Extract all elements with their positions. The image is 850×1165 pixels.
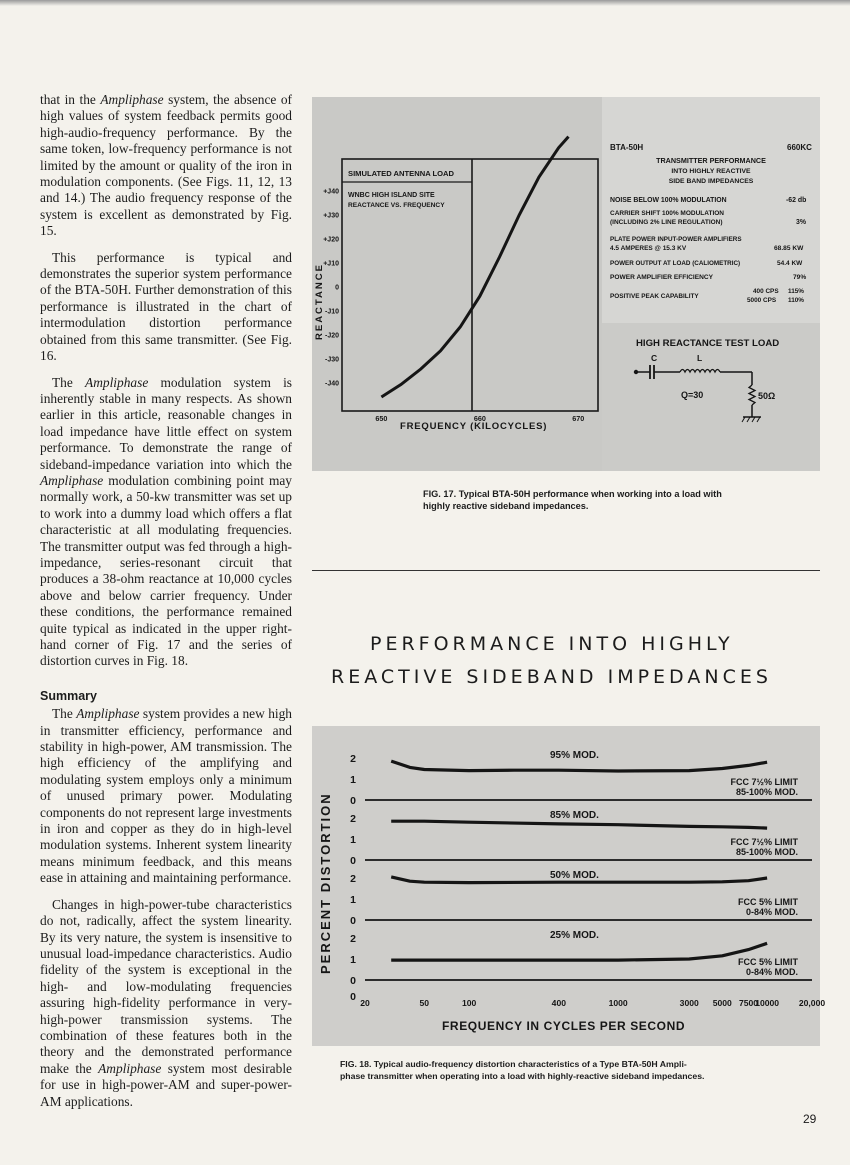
fig18-limit-range: 0-84% MOD. <box>745 907 798 917</box>
fig18-limit-label: FCC 7½% LIMIT <box>730 837 798 847</box>
fig18-ytick: 0 <box>350 855 356 867</box>
spec-noise-value: -62 db <box>786 197 807 204</box>
fig17-ticks <box>323 189 584 424</box>
fig18-xtick: 20,000 <box>798 998 826 1008</box>
spec-shift-1: CARRIER SHIFT 100% MODULATION <box>610 210 724 217</box>
paragraph-4: The Ampliphase system provides a new high in transmitter efficiency, performance and stability in high-power, AM transmission. The high efficiency of the amplifying and modulating system employs only a minimum of unused primary power. Modulating components do not represent large investments in iron and copper as they do in high-level modulation systems. Inherent system linearity means minimum feedback, and this means ease in attaining and maintaining performance. <box>40 706 292 886</box>
fig18-limit-label: FCC 7½% LIMIT <box>730 777 798 787</box>
fig17-xtick: 660 <box>473 414 486 423</box>
fig18-svg <box>312 726 826 1046</box>
spec-peak-b-value: 110% <box>788 297 804 304</box>
fig18-curve <box>391 761 767 771</box>
fig18-ytick: 0 <box>350 795 356 807</box>
fig18-ytick: 1 <box>350 774 356 786</box>
summary-heading: Summary <box>40 688 97 703</box>
paragraph-3: The Ampliphase modulation system is inherently stable in many respects. As shown earlier in this article, reasonable changes in load impedance have little effect on system performance. To demonstrate the range of sideband-impedance variation into which the Ampliphase modulation combining point may normally work, a 50-kw transmitter was set up to work into a dummy load which offers a flat characteristic at all modulating frequencies. The transmitter output was fed through a high-impedance, series-resonant circuit that produces a 38-ohm reactance at 10,000 cycles above and below carrier frequency. Under these conditions, the performance remained quite typical as indicated in the upper right-hand corner of Fig. 17 and the series of distortion curves in Fig. 18. <box>40 374 293 669</box>
fig17-xlabel: FREQUENCY (KILOCYCLES) <box>400 421 548 432</box>
fig17-ytick: -J30 <box>324 356 339 364</box>
section-heading-1: PERFORMANCE INTO HIGHLY <box>370 633 734 655</box>
fig18-caption <box>340 1059 810 1082</box>
fig17-ytick: 0 <box>335 284 339 292</box>
fig18-xtick: 400 <box>551 998 567 1008</box>
fig18-xtick: 7500 <box>738 998 759 1008</box>
fig18-xtick: 3000 <box>679 998 699 1008</box>
fig18-ytick-zero: 0 <box>350 991 356 1003</box>
spec-heading-1: TRANSMITTER PERFORMANCE <box>656 156 766 165</box>
body-text-column <box>40 92 292 1120</box>
spec-efficiency: POWER AMPLIFIER EFFICIENCY <box>610 274 714 281</box>
spec-heading-2: INTO HIGHLY REACTIVE <box>671 168 751 175</box>
figure-17 <box>312 97 820 471</box>
fig18-panel <box>350 930 812 987</box>
spec-peak-b: 5000 CPS <box>747 297 777 304</box>
fig17-caption: FIG. 17. Typical BTA-50H performance when working into a load with highly reactive sideband impedances. <box>423 489 722 511</box>
spec-peak-a: 400 CPS <box>753 288 779 295</box>
fig18-xtick: 50 <box>419 998 430 1008</box>
fig17-title-2: WNBC HIGH ISLAND SITE <box>348 192 435 199</box>
fig18-xlabel: FREQUENCY IN CYCLES PER SECOND <box>442 1019 686 1033</box>
spec-plate-2: 4.5 AMPERES @ 15.3 KV <box>610 245 687 252</box>
fig18-panel <box>350 750 812 807</box>
fig18-ytick: 0 <box>350 975 356 987</box>
fig17-ytick: +J30 <box>323 212 339 220</box>
fig18-ytick: 0 <box>350 915 356 927</box>
fig18-ylabel: PERCENT DISTORTION <box>318 792 333 974</box>
fig18-xtick: 100 <box>461 998 477 1008</box>
spec-model: BTA-50H <box>610 143 644 152</box>
spec-shift-2: (INCLUDING 2% LINE REGULATION) <box>610 219 723 226</box>
fig18-limit-range: 85-100% MOD. <box>735 847 798 857</box>
fig18-limit-label: FCC 5% LIMIT <box>738 897 798 907</box>
fig17-title-box <box>342 169 472 209</box>
fig18-mod-label: 50% MOD. <box>550 870 599 881</box>
spec-output: POWER OUTPUT AT LOAD (CALIOMETRIC) <box>610 260 741 267</box>
fig18-mod-label: 95% MOD. <box>550 750 599 761</box>
fig17-xtick: 650 <box>375 414 388 423</box>
fig17-ytick: +J10 <box>323 260 339 268</box>
spec-freq: 660KC <box>787 143 812 152</box>
spec-noise: NOISE BELOW 100% MODULATION <box>610 197 727 204</box>
fig18-ytick: 2 <box>350 813 356 825</box>
top-edge <box>0 0 850 6</box>
section-heading-2: REACTIVE SIDEBAND IMPEDANCES <box>331 666 772 688</box>
fig18-panels <box>350 750 812 1003</box>
spec-peak-a-value: 115% <box>788 288 804 295</box>
fig18-panel <box>350 870 812 927</box>
fig18-ytick: 1 <box>350 954 356 966</box>
load-l-label: L <box>697 353 703 363</box>
spec-plate-1: PLATE POWER INPUT-POWER AMPLIFIERS <box>610 236 742 243</box>
fig17-ytick: +J20 <box>323 236 339 244</box>
fig18-xticks <box>360 998 825 1008</box>
paragraph-5: Changes in high-power-tube characteristics do not, radically, affect the system linearity. By its very nature, the system is insensitive to unusual load-impedance characteristics. Audio fidelity of the system is exceptional in the high- and low-modulating frequencies assuring high-fidelity performance in very-high-power transmission systems. The combination of these features both in the theory and the demonstrated performance make the Ampliphase system most desirable for use in high-power-AM and super-power-AM applications. <box>40 896 292 1109</box>
fig18-ytick: 1 <box>350 894 356 906</box>
fig18-caption-line-1: FIG. 18. Typical audio-frequency distortion characteristics of a Type BTA-50H Ampli- <box>340 1059 687 1069</box>
fig18-caption-line-2: phase transmitter when operating into a load with highly-reactive sideband impedances. <box>340 1070 705 1081</box>
section-rule <box>312 570 820 571</box>
spec-efficiency-value: 79% <box>793 274 807 281</box>
load-r: 50Ω <box>758 391 776 401</box>
fig17-ytick: -J10 <box>324 308 339 316</box>
fig17-title-3: REACTANCE VS. FREQUENCY <box>348 202 445 209</box>
spec-output-value: 54.4 KW <box>777 260 803 267</box>
fig18-xtick: 20 <box>360 998 370 1008</box>
spec-plate-value: 68.85 KW <box>774 245 804 252</box>
fig18-curve <box>391 943 767 960</box>
paragraph-1: that in the Ampliphase system, the absence of high values of system feedback permits good high-audio-frequency performance. By the same token, low-frequency performance is not limited by the amount or quality of the iron in modulation components. (See Figs. 11, 12, 13 and 14.) The audio frequency response of the system is excellent as demonstrated by Fig. 15. <box>40 92 292 239</box>
fig18-xtick: 1000 <box>608 998 628 1008</box>
load-title: HIGH REACTANCE TEST LOAD <box>636 338 780 349</box>
fig18-limit-label: FCC 5% LIMIT <box>738 957 798 967</box>
spec-heading-3: SIDE BAND IMPEDANCES <box>668 178 754 185</box>
fig17-xtick: 670 <box>572 414 585 423</box>
fig18-xtick: 5000 <box>712 998 732 1008</box>
page-number: 29 <box>803 1112 817 1126</box>
fig18-curve <box>391 821 767 828</box>
spec-shift-value: 3% <box>796 219 806 226</box>
figure-18 <box>312 726 826 1046</box>
fig18-panel <box>350 810 812 867</box>
fig18-limit-range: 0-84% MOD. <box>745 967 798 977</box>
fig17-ytick: -J40 <box>324 380 339 388</box>
fig18-xtick: 10000 <box>755 998 780 1008</box>
fig18-ytick: 2 <box>350 873 356 885</box>
load-c-label: C <box>651 353 658 363</box>
fig18-ytick: 1 <box>350 834 356 846</box>
fig18-limit-range: 85-100% MOD. <box>735 787 798 797</box>
load-q: Q=30 <box>681 390 704 400</box>
spec-peak: POSITIVE PEAK CAPABILITY <box>610 293 699 300</box>
fig17-title-1: SIMULATED ANTENNA LOAD <box>348 169 455 178</box>
fig18-ytick: 2 <box>350 933 356 945</box>
fig18-mod-label: 25% MOD. <box>550 930 599 941</box>
fig17-svg <box>312 97 820 471</box>
fig17-ytick: -J20 <box>324 332 339 340</box>
fig18-ytick: 2 <box>350 753 356 765</box>
paragraph-2: This performance is typical and demonstrates the superior system performance of the BTA-50H. Further demonstration of this performance is illustrated in the chart of intermodulation distortion performance obtained from this same transmitter. (See Fig. 16. <box>40 249 292 364</box>
fig18-mod-label: 85% MOD. <box>550 810 599 821</box>
fig17-ylabel: REACTANCE <box>314 263 325 340</box>
fig17-ytick: +J40 <box>323 188 339 196</box>
